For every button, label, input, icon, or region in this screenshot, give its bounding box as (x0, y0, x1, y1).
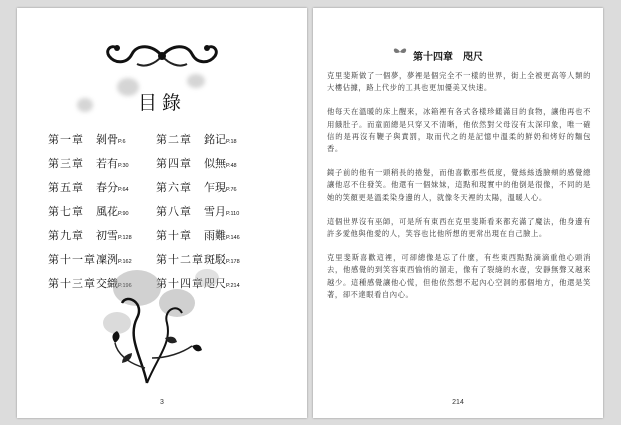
paragraph: 這個世界沒有巫師，可是所有東西在克里斐斯看來都充滿了魔法，他身邊有許多愛他與他愛的人，笑容也比他所想的更常出現在自己臉上。 (327, 216, 591, 239)
paragraph: 他每天在溫暖的床上醒來，冰箱裡有各式各樣珍饈滿目的食物，讓他再也不用餓肚子。而童面總是只穿又不清晰，他依然對父母沒有太深印象，唯一確信的是再沒有鞭子與責罰，取而代之的是記憶中溫柔的鮮奶和烤好的麵包香。 (327, 107, 591, 154)
page-number: 3 (160, 399, 164, 406)
toc-entry[interactable] (48, 228, 148, 246)
toc-page: P.196 (118, 283, 132, 289)
right-page (313, 8, 603, 418)
chapter-label: 第十四章 (413, 52, 453, 63)
toc-page: P.30 (118, 163, 129, 169)
toc-chapter: 第一章 (48, 133, 84, 146)
toc-page: P.110 (226, 211, 240, 217)
toc-chapter: 第十二章 (156, 253, 204, 266)
toc-chapter: 第四章 (156, 157, 192, 170)
toc-name: 初雪 (96, 229, 118, 242)
toc-entry[interactable] (156, 132, 256, 150)
toc-chapter: 第七章 (48, 205, 84, 218)
toc-page: P.48 (226, 163, 237, 169)
toc-chapter: 第五章 (48, 181, 84, 194)
toc-chapter: 第九章 (48, 229, 84, 242)
toc-page: P.18 (226, 139, 237, 145)
butterfly-icon (393, 47, 407, 57)
toc-page: P.128 (118, 235, 132, 241)
toc-name: 斑駁 (204, 253, 226, 266)
toc-name: 若有 (96, 157, 118, 170)
toc-name: 雪月 (204, 205, 226, 218)
toc-name: 雨難 (204, 229, 226, 242)
toc-chapter: 第三章 (48, 157, 84, 170)
toc-entry[interactable] (156, 156, 256, 174)
toc-page: P.64 (118, 187, 129, 193)
chapter-body (327, 70, 591, 313)
paragraph: 鏡子前的他有一頭稍長的捲髮，而他喜歡那些低度，覺絲絲透臉頰的感覺總讓他忍不住發笑。他還有一個妹妹，這點和現實中的他倒是很像，不同的是她的笑顏更是溫柔染身邊的人，就像冬天裡的太陽，溫暖人心。 (327, 168, 591, 202)
toc-entry[interactable] (48, 180, 148, 198)
toc-entry[interactable] (156, 228, 256, 246)
toc-chapter: 第八章 (156, 205, 192, 218)
toc-name: 春分 (96, 181, 118, 194)
toc-name: 乍現 (204, 181, 226, 194)
flower-blot (187, 74, 205, 88)
toc-chapter: 第十四章 (156, 277, 204, 290)
toc-name: 風花 (96, 205, 118, 218)
toc-page: P.178 (226, 259, 240, 265)
toc-name: 交織 (96, 277, 118, 290)
toc-name: 似無 (204, 157, 226, 170)
toc-entry[interactable] (48, 132, 148, 150)
toc-entry[interactable] (156, 180, 256, 198)
chapter-name: 咫尺 (463, 52, 483, 63)
toc-page: P.76 (226, 187, 237, 193)
toc-page: P.214 (226, 283, 240, 289)
paragraph: 克里斐斯喜歡這裡，可卻總像是忘了什麼，有些東西點點滴滴重他心頭消去，他感覺的到笑容東西愉悄的溜走，像有了裂縫的水壺，安靜無聲又越來越少。這種感覺讓他心慌，但他依然想不起內心空洞的那個地方，他還是笑著，卻不達眼看自內心。 (327, 253, 591, 299)
left-page (17, 8, 307, 418)
chapter-title (413, 48, 483, 63)
toc-page: P.90 (118, 211, 129, 217)
flower-illustration (57, 258, 257, 388)
toc-entry[interactable] (48, 156, 148, 174)
paragraph: 克里斐斯做了一個夢，夢裡是個完全不一樣的世界，街上全被更高等人類的大樓佔據，路上代步的工具也更加優美又快速。 (327, 71, 591, 93)
toc-chapter: 第六章 (156, 181, 192, 194)
page-number: 214 (452, 399, 464, 406)
toc-entry[interactable] (48, 204, 148, 222)
toc-chapter: 第十一章 (48, 253, 96, 266)
toc-name: 凜洌 (96, 253, 118, 266)
toc-name: 咫尺 (204, 277, 226, 290)
toc-page: P.146 (226, 235, 240, 241)
toc-name: 剝骨 (96, 133, 118, 146)
toc-title: 目錄 (137, 92, 186, 114)
toc-page: P.6 (118, 139, 126, 145)
scroll-ornament (97, 36, 227, 76)
toc-entry[interactable] (156, 204, 256, 222)
toc-page: P.162 (118, 259, 132, 265)
toc-chapter: 第二章 (156, 133, 192, 146)
toc-chapter: 第十三章 (48, 277, 96, 290)
toc-chapter: 第十章 (156, 229, 192, 242)
toc-name: 銘记 (204, 133, 226, 146)
